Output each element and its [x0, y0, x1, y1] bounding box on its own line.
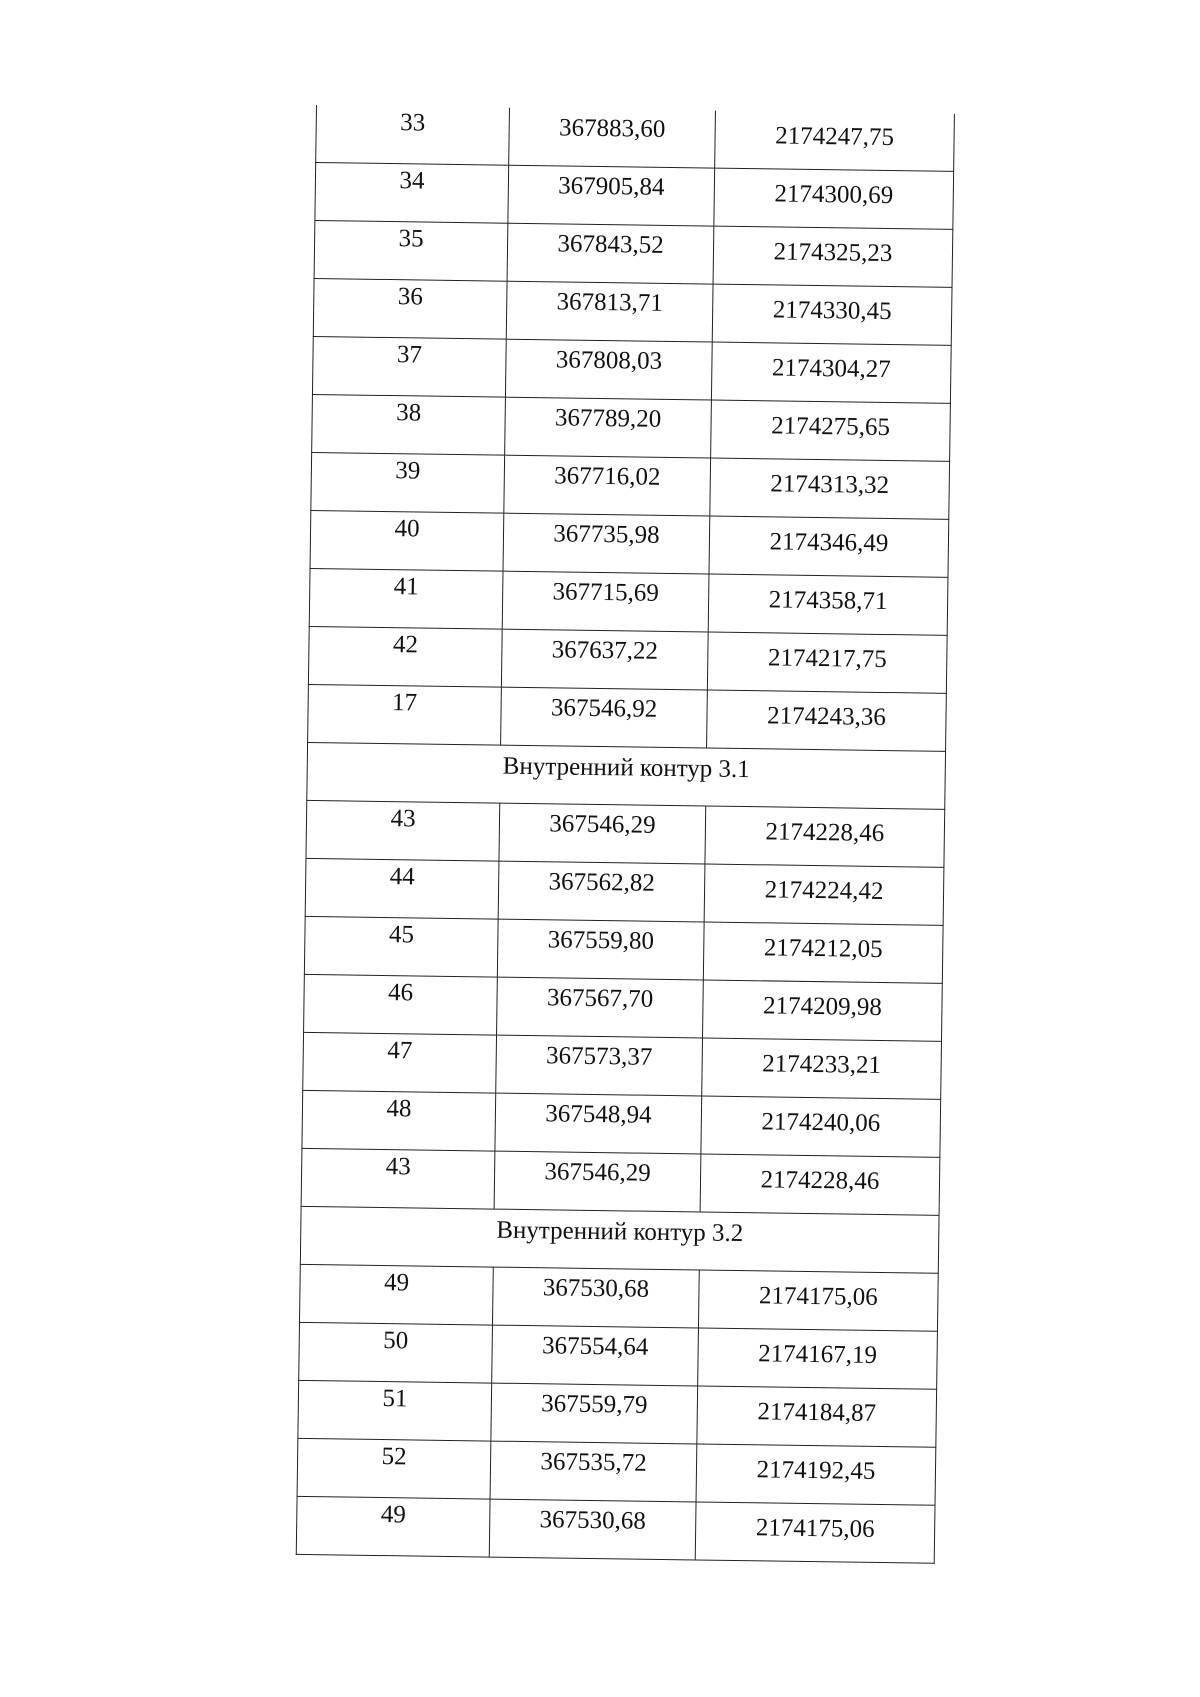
- table-row: [306, 800, 945, 867]
- y-coordinate-value: 2174346,49: [769, 528, 889, 558]
- y-coordinate-cell: [696, 1444, 936, 1505]
- point-number-cell: [313, 278, 507, 339]
- point-number-value: 50: [383, 1327, 409, 1355]
- point-number-cell: [300, 1264, 494, 1325]
- x-coordinate-cell: [501, 629, 708, 690]
- point-number-value: 39: [395, 457, 421, 485]
- y-coordinate-cell: [704, 864, 944, 925]
- x-coordinate-cell: [501, 687, 708, 748]
- y-coordinate-value: 2174192,45: [756, 1456, 876, 1485]
- x-coordinate-value: 367554,64: [541, 1332, 649, 1361]
- y-coordinate-value: 2174175,06: [755, 1514, 875, 1543]
- point-number-cell: [306, 800, 500, 861]
- point-number-value: 35: [398, 225, 424, 253]
- x-coordinate-value: 367567,70: [546, 984, 654, 1013]
- point-number-cell: [299, 1322, 493, 1383]
- y-coordinate-cell: [707, 690, 947, 751]
- x-coordinate-value: 367559,79: [541, 1390, 648, 1419]
- x-coordinate-cell: [502, 571, 709, 632]
- point-number-cell: [297, 1438, 491, 1499]
- x-coordinate-value: 367546,29: [544, 1158, 651, 1187]
- section-header-cell: [300, 1206, 939, 1273]
- x-coordinate-value: 367530,68: [542, 1274, 650, 1303]
- point-number-value: 46: [387, 979, 414, 1007]
- x-coordinate-value: 367548,94: [545, 1100, 652, 1129]
- y-coordinate-cell: [708, 574, 948, 635]
- point-number-cell: [304, 974, 498, 1035]
- x-coordinate-value: 367535,72: [540, 1448, 647, 1477]
- point-number-value: 43: [385, 1153, 411, 1181]
- x-coordinate-value: 367716,02: [554, 462, 661, 491]
- point-number-value: 49: [383, 1269, 410, 1297]
- x-coordinate-cell: [508, 165, 715, 226]
- y-coordinate-value: 2174325,23: [773, 238, 893, 268]
- point-number-cell: [316, 105, 510, 165]
- section-header-cell: [307, 742, 946, 809]
- x-coordinate-value: 367530,68: [539, 1506, 647, 1535]
- x-coordinate-value: 367715,69: [552, 578, 660, 607]
- y-coordinate-value: 2174184,87: [757, 1398, 877, 1427]
- y-coordinate-value: 2174313,32: [770, 470, 890, 500]
- point-number-cell: [305, 858, 499, 919]
- y-coordinate-cell: [698, 1328, 938, 1389]
- y-coordinate-cell: [712, 284, 952, 345]
- y-coordinate-cell: [713, 226, 953, 287]
- y-coordinate-value: 2174304,27: [771, 354, 891, 384]
- point-number-value: 49: [380, 1501, 407, 1529]
- section-title: Внутренний контур 3.1: [502, 752, 750, 784]
- y-coordinate-value: 2174224,42: [764, 876, 884, 905]
- x-coordinate-cell: [503, 513, 710, 574]
- x-coordinate-value: 367559,80: [547, 926, 655, 955]
- x-coordinate-cell: [499, 803, 706, 864]
- x-coordinate-cell: [509, 108, 716, 168]
- x-coordinate-value: 367808,03: [555, 346, 663, 375]
- table-row: [309, 568, 948, 635]
- point-number-value: 51: [382, 1385, 408, 1413]
- point-number-cell: [312, 336, 506, 397]
- table-row: [311, 452, 950, 519]
- x-coordinate-cell: [505, 397, 712, 458]
- point-number-value: 17: [391, 689, 418, 717]
- y-coordinate-value: 2174240,06: [761, 1108, 881, 1137]
- point-number-cell: [301, 1148, 495, 1209]
- table-row: [314, 220, 953, 287]
- point-number-value: 37: [396, 341, 423, 369]
- y-coordinate-value: 2174233,21: [762, 1050, 882, 1079]
- y-coordinate-cell: [698, 1270, 938, 1331]
- x-coordinate-cell: [497, 919, 704, 980]
- x-coordinate-value: 367789,20: [554, 404, 662, 433]
- y-coordinate-value: 2174167,19: [758, 1340, 878, 1369]
- table-row: [310, 510, 949, 577]
- y-coordinate-cell: [711, 400, 951, 461]
- point-number-value: 42: [392, 631, 419, 659]
- y-coordinate-value: 2174209,98: [762, 992, 883, 1021]
- y-coordinate-cell: [711, 342, 951, 403]
- point-number-value: 33: [400, 109, 426, 137]
- y-coordinate-cell: [710, 458, 950, 519]
- table-row: [312, 336, 951, 403]
- table-row: [316, 105, 955, 171]
- y-coordinate-value: 2174330,45: [772, 296, 892, 326]
- table-row: [313, 278, 952, 345]
- y-coordinate-cell: [703, 922, 943, 983]
- y-coordinate-cell: [705, 806, 945, 867]
- y-coordinate-cell: [700, 1154, 940, 1215]
- point-number-cell: [311, 452, 505, 513]
- point-number-value: 38: [396, 399, 422, 427]
- table-row: [304, 974, 943, 1041]
- x-coordinate-cell: [492, 1267, 699, 1328]
- y-coordinate-cell: [715, 111, 955, 172]
- x-coordinate-value: 367813,71: [556, 288, 664, 317]
- point-number-value: 48: [386, 1095, 412, 1123]
- point-number-value: 40: [394, 515, 420, 543]
- y-coordinate-value: 2174212,05: [763, 934, 883, 963]
- point-number-cell: [312, 394, 506, 455]
- x-coordinate-cell: [494, 1151, 701, 1212]
- point-number-cell: [308, 626, 502, 687]
- section-header-row: [300, 1206, 939, 1273]
- y-coordinate-cell: [709, 516, 949, 577]
- coordinates-table-body: [296, 105, 954, 1563]
- x-coordinate-cell: [492, 1325, 699, 1386]
- y-coordinate-value: 2174300,69: [774, 180, 894, 210]
- point-number-cell: [308, 684, 502, 745]
- coordinates-table: [296, 105, 955, 1564]
- x-coordinate-value: 367883,60: [558, 114, 666, 143]
- x-coordinate-value: 367546,29: [549, 810, 656, 839]
- y-coordinate-value: 2174243,36: [766, 702, 887, 732]
- y-coordinate-cell: [701, 1096, 941, 1157]
- x-coordinate-cell: [489, 1499, 696, 1560]
- y-coordinate-cell: [697, 1386, 937, 1447]
- table-row: [297, 1438, 936, 1505]
- x-coordinate-cell: [496, 1035, 703, 1096]
- y-coordinate-value: 2174228,46: [765, 818, 885, 848]
- point-number-cell: [304, 916, 498, 977]
- section-header-row: [307, 742, 946, 809]
- point-number-cell: [315, 163, 509, 224]
- table-row: [301, 1148, 940, 1215]
- x-coordinate-value: 367905,84: [558, 172, 665, 201]
- table-row: [296, 1496, 935, 1563]
- point-number-cell: [314, 220, 508, 281]
- x-coordinate-cell: [495, 1093, 702, 1154]
- x-coordinate-cell: [504, 455, 711, 516]
- y-coordinate-cell: [707, 632, 947, 693]
- x-coordinate-value: 367546,92: [550, 694, 658, 723]
- point-number-cell: [298, 1380, 492, 1441]
- point-number-cell: [310, 510, 504, 571]
- y-coordinate-value: 2174275,65: [771, 412, 891, 442]
- x-coordinate-cell: [507, 223, 714, 284]
- x-coordinate-value: 367735,98: [553, 520, 660, 549]
- point-number-value: 43: [390, 805, 416, 833]
- point-number-value: 34: [399, 167, 425, 195]
- table-row: [305, 858, 944, 925]
- point-number-value: 36: [397, 283, 424, 311]
- x-coordinate-cell: [498, 861, 705, 922]
- table-row: [304, 916, 943, 983]
- y-coordinate-cell: [702, 1038, 942, 1099]
- x-coordinate-cell: [506, 281, 713, 342]
- y-coordinate-value: 2174247,75: [775, 122, 895, 152]
- x-coordinate-cell: [497, 977, 704, 1038]
- x-coordinate-value: 367637,22: [551, 636, 659, 665]
- section-title: Внутренний контур 3.2: [496, 1216, 744, 1248]
- y-coordinate-value: 2174175,06: [758, 1282, 878, 1311]
- point-number-value: 45: [388, 921, 415, 949]
- point-number-cell: [309, 568, 503, 629]
- point-number-value: 44: [389, 863, 415, 891]
- x-coordinate-value: 367843,52: [557, 230, 664, 259]
- point-number-value: 52: [381, 1443, 407, 1471]
- table-row: [308, 684, 947, 751]
- x-coordinate-cell: [490, 1441, 697, 1502]
- x-coordinate-value: 367573,37: [545, 1042, 653, 1071]
- y-coordinate-value: 2174358,71: [768, 586, 888, 616]
- table-row: [303, 1032, 942, 1099]
- y-coordinate-cell: [695, 1502, 935, 1563]
- y-coordinate-value: 2174228,46: [760, 1166, 880, 1195]
- table-row: [308, 626, 947, 693]
- table-row: [315, 163, 954, 230]
- point-number-value: 47: [387, 1037, 413, 1065]
- point-number-cell: [303, 1032, 497, 1093]
- x-coordinate-value: 367562,82: [548, 868, 655, 897]
- y-coordinate-cell: [703, 980, 943, 1041]
- point-number-cell: [296, 1496, 490, 1557]
- y-coordinate-cell: [714, 168, 954, 229]
- x-coordinate-cell: [505, 339, 712, 400]
- table-row: [300, 1264, 939, 1331]
- point-number-cell: [302, 1090, 496, 1151]
- table-row: [302, 1090, 941, 1157]
- point-number-value: 41: [393, 573, 419, 601]
- y-coordinate-value: 2174217,75: [767, 644, 887, 674]
- x-coordinate-cell: [491, 1383, 698, 1444]
- table-row: [298, 1380, 937, 1447]
- table-row: [312, 394, 951, 461]
- table-row: [299, 1322, 938, 1389]
